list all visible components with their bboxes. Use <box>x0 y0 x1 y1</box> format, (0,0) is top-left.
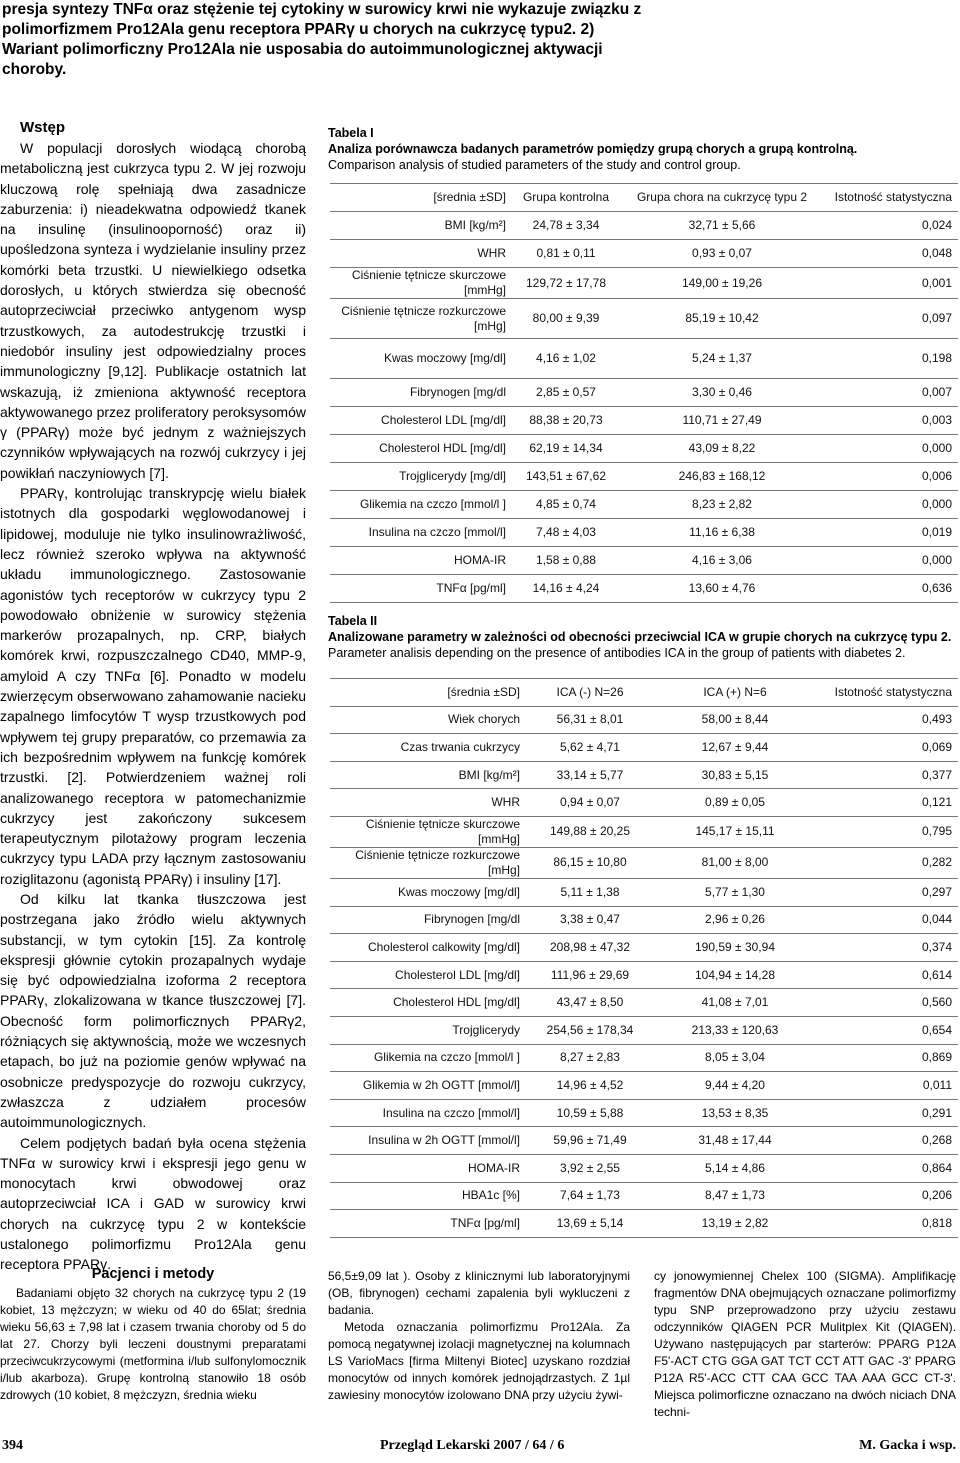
methods-column-2 <box>328 1268 630 1404</box>
table2-row <box>330 847 958 878</box>
table2-row <box>330 734 958 762</box>
table2-row <box>330 1210 958 1238</box>
table1-cell: 0,024 <box>822 212 958 240</box>
table2-cell: 5,14 ± 4,86 <box>656 1154 814 1182</box>
table2-row <box>330 1044 958 1072</box>
table1-cell: BMI [kg/m²] <box>330 212 510 240</box>
table1-cell: 5,24 ± 1,37 <box>622 339 822 379</box>
table1-cell: 85,19 ± 10,42 <box>622 299 822 339</box>
table1-cell: Glikemia na czczo [mmol/l ] <box>330 491 510 519</box>
table1-row <box>330 339 958 379</box>
table2-row <box>330 1072 958 1100</box>
table1-cell: 149,00 ± 19,26 <box>622 268 822 299</box>
table2-cell: Ciśnienie tętnicze skurczowe [mmHg] <box>330 816 524 847</box>
table2-row <box>330 989 958 1017</box>
table2-row <box>330 1182 958 1210</box>
table2-cell: 111,96 ± 29,69 <box>524 961 656 989</box>
table2-cell: Trojglicerydy <box>330 1016 524 1044</box>
table2-row <box>330 961 958 989</box>
table2-cell: Glikemia w 2h OGTT [mmol/l] <box>330 1072 524 1100</box>
table2-cell: 0,069 <box>814 734 958 762</box>
table1-cell: 8,23 ± 2,82 <box>622 491 822 519</box>
table1-cell: 246,83 ± 168,12 <box>622 463 822 491</box>
table2-caption <box>328 613 958 661</box>
table1-name: Tabela I <box>328 126 374 140</box>
table1-cell: 0,003 <box>822 407 958 435</box>
table1-cell: Fibrynogen [mg/dl <box>330 379 510 407</box>
table2-cell: Cholesterol LDL [mg/dl] <box>330 961 524 989</box>
table1-cell: 3,30 ± 0,46 <box>622 379 822 407</box>
table1-cell: 4,16 ± 3,06 <box>622 547 822 575</box>
table2-cell: 0,560 <box>814 989 958 1017</box>
table1-header-cell: Grupa kontrolna <box>510 184 622 212</box>
table2-cell: 3,38 ± 0,47 <box>524 906 656 934</box>
table2-cell: 86,15 ± 10,80 <box>524 847 656 878</box>
table2-cell: 13,69 ± 5,14 <box>524 1210 656 1238</box>
table1-row <box>330 299 958 339</box>
table2-cell: 213,33 ± 120,63 <box>656 1016 814 1044</box>
table1-cell: 0,000 <box>822 435 958 463</box>
table2-cell: Ciśnienie tętnicze rozkurczowe [mHg] <box>330 847 524 878</box>
table1-cell: WHR <box>330 240 510 268</box>
table1-cell: 4,85 ± 0,74 <box>510 491 622 519</box>
table2-title-en: Parameter analisis depending on the presence of antibodies ICA in the group of patients with diabetes 2. <box>328 646 906 660</box>
table2-cell: 0,493 <box>814 706 958 734</box>
table2-cell: Czas trwania cukrzycy <box>330 734 524 762</box>
table1-cell: Ciśnienie tętnicze skurczowe [mmHg] <box>330 268 510 299</box>
table1-row <box>330 379 958 407</box>
table1-cell: 0,93 ± 0,07 <box>622 240 822 268</box>
table1-cell: 0,000 <box>822 491 958 519</box>
table2-cell: 0,011 <box>814 1072 958 1100</box>
table1-row <box>330 519 958 547</box>
table2-name: Tabela II <box>328 614 378 628</box>
table2-cell: HBA1c [%] <box>330 1182 524 1210</box>
table2-cell: TNFα [pg/ml] <box>330 1210 524 1238</box>
table2-cell: 254,56 ± 178,34 <box>524 1016 656 1044</box>
table2-cell: Wiek chorych <box>330 706 524 734</box>
col2-paragraph-2: Metoda oznaczania polimorfizmu Pro12Ala. Za pomocą negatywnej izolacji magnetycznej na kolumnach LS VarioMacs [firma Miltenyi Biotec] uzyskano rozdział monocytów od innych komórek jednojądrzastych. Z 1µl zawiesiny monocytów izolowano DNA przy użyciu żywi- <box>328 1320 630 1402</box>
table2-cell: 208,98 ± 47,32 <box>524 934 656 962</box>
table2-cell: 0,864 <box>814 1154 958 1182</box>
table1-row <box>330 575 958 603</box>
table1-row <box>330 547 958 575</box>
intro-paragraph-2: PPARγ, kontrolując transkrypcję wielu białek istotnych dla gospodarki węglowodanowej i lipidowej, moduluje nie tylko insulinowrażliwość, lecz również szeroko wpływa na aktywność układu immunologicznego. Zastosowanie agonistów tych receptorów w cukrzycy typu 2 powodowało obniżenie w surowicy stężenia markerów prozapalnych, np. CRP, białych komórek krwi, rozpuszczalnego CD40, MMP-9, amyloid A czy TNFα [6]. Ponadto w modelu zwierzęcym obserwowano zahamowanie nacieku zapalnego limfocytów T wysp trzustkowych pod wpływem tej grupy preparatów, co przemawia za ich bezpośrednim wpływem na funkcję komórek trzustki. [2]. Potwierdzeniem ważnej roli analizowanego receptora w patomechanizmie cukrzycy jest zakończony sukcesem terapeutycznym pilotażowy program leczenia cukrzycy typu LADA przy łącznym zastosowaniu roziglitazonu (agonistą PPARγ) i insuliny [17]. <box>0 485 306 887</box>
intro-paragraph-4: Celem podjętych badań była ocena stężenia TNFα w surowicy krwi i ekspresji jego genu w monocytach krwi obwodowej oraz autoprzeciwciał ICA i GAD w surowicy krwi chorych na cukrzycę typu 2 w kontekście ustalonego polimorfizmu Pro12Ala genu receptora PPARγ. <box>0 1134 306 1273</box>
table1-cell: TNFα [pg/ml] <box>330 575 510 603</box>
table2-cell: 0,795 <box>814 816 958 847</box>
table2-cell: 2,96 ± 0,26 <box>656 906 814 934</box>
page-number: 394 <box>2 1438 23 1453</box>
table1-header-row <box>330 184 958 212</box>
intro-section <box>0 118 306 1275</box>
table2-cell: 14,96 ± 4,52 <box>524 1072 656 1100</box>
table1-cell: 110,71 ± 27,49 <box>622 407 822 435</box>
table1-cell: 0,007 <box>822 379 958 407</box>
table1-cell: 32,71 ± 5,66 <box>622 212 822 240</box>
table1-row <box>330 240 958 268</box>
table2-cell: 0,206 <box>814 1182 958 1210</box>
table2-row <box>330 934 958 962</box>
table2-cell: 43,47 ± 8,50 <box>524 989 656 1017</box>
table2-cell: Kwas moczowy [mg/dl] <box>330 878 524 906</box>
table1-cell: 11,16 ± 6,38 <box>622 519 822 547</box>
author-line: M. Gacka i wsp. <box>859 1438 956 1453</box>
table2-cell: Fibrynogen [mg/dl <box>330 906 524 934</box>
methods-heading: Pacjenci i metody <box>91 1266 215 1282</box>
table1-row <box>330 212 958 240</box>
methods-section <box>0 1264 306 1404</box>
table1-cell: 80,00 ± 9,39 <box>510 299 622 339</box>
table2-row <box>330 906 958 934</box>
table2-cell: 9,44 ± 4,20 <box>656 1072 814 1100</box>
table2-row <box>330 816 958 847</box>
table1-cell: 7,48 ± 4,03 <box>510 519 622 547</box>
table2-cell: 0,89 ± 0,05 <box>656 789 814 817</box>
table2-cell: 58,00 ± 8,44 <box>656 706 814 734</box>
table1-row <box>330 463 958 491</box>
intro-paragraph-1: W populacji dorosłych wiodącą chorobą metaboliczną jest cukrzyca typu 2. W jej rozwoju kluczową rolę spełniają dwa zasadnicze zaburzenia: i) nieadekwatna odpowiedź tkanek na insulinę (insulinooporność) oraz ii) upośledzona synteza i wydzielanie insuliny przez komórki beta trzustki. U niewielkiego odsetka dorosłych, u których stwierdza się obecność autoprzeciwciał przeciwko antygenom wysp trzustkowych, za autodestrukcję trzustki i niedobór insuliny jest odpowiedzialny proces immunologiczny [9,12]. Publikacje ostatnich lat wskazują, iż zmieniona aktywność receptora aktywowanego przez proliferatory peroksysomów γ (PPARγ) może być jednym z ważniejszych czynników wpływających na rozwój cukrzycy i jej powikłań naczyniowych [7]. <box>0 140 306 481</box>
table2-cell: WHR <box>330 789 524 817</box>
table1-cell: Kwas moczowy [mg/dl] <box>330 339 510 379</box>
table2-cell: 59,96 ± 71,49 <box>524 1127 656 1155</box>
table2-cell: 10,59 ± 5,88 <box>524 1099 656 1127</box>
table2-cell: 5,62 ± 4,71 <box>524 734 656 762</box>
table1-cell: Insulina na czczo [mmol/l] <box>330 519 510 547</box>
table2-cell: 0,614 <box>814 961 958 989</box>
table2-cell: 0,654 <box>814 1016 958 1044</box>
table2-cell: 7,64 ± 1,73 <box>524 1182 656 1210</box>
table2-cell: 0,94 ± 0,07 <box>524 789 656 817</box>
table1-cell: Cholesterol HDL [mg/dl] <box>330 435 510 463</box>
table1-header-cell: [średnia ±SD] <box>330 184 510 212</box>
journal-name: Przegląd Lekarski 2007 / 64 / 6 <box>380 1438 565 1453</box>
table1-cell: 0,198 <box>822 339 958 379</box>
col2-paragraph-1: 56,5±9,09 lat ). Osoby z klinicznymi lub laboratoryjnymi (OB, fibrynogen) cechami zapalenia byli wykluczeni z badania. <box>328 1269 630 1317</box>
table1-cell: 4,16 ± 1,02 <box>510 339 622 379</box>
table2-cell: HOMA-IR <box>330 1154 524 1182</box>
table1-row <box>330 491 958 519</box>
table2-cell: 41,08 ± 7,01 <box>656 989 814 1017</box>
table2-cell: Cholesterol calkowity [mg/dl] <box>330 934 524 962</box>
methods-paragraph: Badaniami objęto 32 chorych na cukrzycę typu 2 (19 kobiet, 13 mężczyzn; w wieku od 40 do 65lat; średnia wieku 56,63 ± 7,98 lat i czasem trwania choroby od 5 do lat 27. Chorzy byli leczeni doustnymi preparatami przeciwcukrzycowymi (metformina i/lub sulfonylomocznik i/lub akarboza). Grupę kontrolną stanowiło 18 osób zdrowych (10 kobiet, 8 mężczyzn, średnia wieku <box>0 1286 306 1402</box>
table2-header-cell: ICA (-) N=26 <box>524 679 656 707</box>
table1-body <box>330 184 958 603</box>
table2-row <box>330 761 958 789</box>
intro-paragraph-3: Od kilku lat tkanka tłuszczowa jest postrzegana jako źródło wielu aktywnych substancji, w tym cytokin [15]. Za kontrolę ekspresji głównie cytokin prozapalnych wydaje się być odpowiedzialna izoforma 2 receptora PPARγ, zlokalizowana w tkance tłuszczowej [7]. Obecność form polimorficznych PPARγ2, różniących się aktywnością, może we wczesnych etapach, bo już na poziomie genów wpływać na osobnicze predyspozycje do rozwoju cukrzycy, zwłaszcza z udziałem procesów autoimmunologicznych. <box>0 890 306 1131</box>
table1-cell: Cholesterol LDL [mg/dl] <box>330 407 510 435</box>
table2-row <box>330 1127 958 1155</box>
table1-row <box>330 435 958 463</box>
table1-title-pl: Analiza porównawcza badanych parametrów pomiędzy grupą chorych a grupą kontrolną. <box>328 142 858 156</box>
top-paragraph: presja syntezy TNFα oraz stężenie tej cytokiny w surowicy krwi nie wykazuje związku z polimorfizmem Pro12Ala genu receptora PPARγ u chorych na cukrzycę typu2. 2) Wariant polimorficzny Pro12Ala nie usposabia do autoimmunologicznej aktywacji choroby. <box>2 1 642 78</box>
table1-cell: HOMA-IR <box>330 547 510 575</box>
table1 <box>330 183 958 603</box>
table2-cell: 104,94 ± 14,28 <box>656 961 814 989</box>
table2-cell: Cholesterol HDL [mg/dl] <box>330 989 524 1017</box>
methods-column-3 <box>654 1268 956 1421</box>
table2-body <box>330 679 958 1238</box>
table1-cell: 0,81 ± 0,11 <box>510 240 622 268</box>
table1-header-cell: Grupa chora na cukrzycę typu 2 <box>622 184 822 212</box>
table1-cell: 0,048 <box>822 240 958 268</box>
table1-cell: 2,85 ± 0,57 <box>510 379 622 407</box>
table2-cell: 0,044 <box>814 906 958 934</box>
table1-cell: 62,19 ± 14,34 <box>510 435 622 463</box>
table1-cell: 0,019 <box>822 519 958 547</box>
table2-cell: 8,47 ± 1,73 <box>656 1182 814 1210</box>
table1-cell: 14,16 ± 4,24 <box>510 575 622 603</box>
table2-cell: 30,83 ± 5,15 <box>656 761 814 789</box>
table2-cell: 0,869 <box>814 1044 958 1072</box>
table2-header-cell: ICA (+) N=6 <box>656 679 814 707</box>
table1-cell: 88,38 ± 20,73 <box>510 407 622 435</box>
table2-cell: 0,818 <box>814 1210 958 1238</box>
table1-cell: 24,78 ± 3,34 <box>510 212 622 240</box>
table1-cell: 0,000 <box>822 547 958 575</box>
table2-cell: 0,268 <box>814 1127 958 1155</box>
table2-cell: 5,77 ± 1,30 <box>656 878 814 906</box>
table2-cell: 0,374 <box>814 934 958 962</box>
table1-cell: 0,006 <box>822 463 958 491</box>
table1-title-en: Comparison analysis of studied parameters of the study and control group. <box>328 158 741 172</box>
table2-cell: 13,19 ± 2,82 <box>656 1210 814 1238</box>
table2-cell: 0,291 <box>814 1099 958 1127</box>
table1-cell: 0,636 <box>822 575 958 603</box>
table2-cell: 13,53 ± 8,35 <box>656 1099 814 1127</box>
table2-row <box>330 789 958 817</box>
table2-cell: 8,27 ± 2,83 <box>524 1044 656 1072</box>
table2-header-row <box>330 679 958 707</box>
intro-heading: Wstęp <box>20 119 65 136</box>
table2-cell: 3,92 ± 2,55 <box>524 1154 656 1182</box>
table2-cell: 190,59 ± 30,94 <box>656 934 814 962</box>
table1-caption <box>328 125 958 173</box>
table2-cell: 12,67 ± 9,44 <box>656 734 814 762</box>
table2-title-pl: Analizowane parametry w zależności od obecności przeciwcial ICA w grupie chorych na cukrzycę typu 2. <box>328 630 952 644</box>
table2-cell: 0,377 <box>814 761 958 789</box>
table2-cell: 8,05 ± 3,04 <box>656 1044 814 1072</box>
table2-cell: Insulina w 2h OGTT [mmol/l] <box>330 1127 524 1155</box>
table1-row <box>330 407 958 435</box>
table2-row <box>330 1016 958 1044</box>
table2-cell: 0,121 <box>814 789 958 817</box>
table1-cell: 13,60 ± 4,76 <box>622 575 822 603</box>
table2-cell: BMI [kg/m²] <box>330 761 524 789</box>
table2-row <box>330 1154 958 1182</box>
table2-header-cell: Istotność statystyczna <box>814 679 958 707</box>
table1-cell: Ciśnienie tętnicze rozkurczowe [mHg] <box>330 299 510 339</box>
table2-cell: 31,48 ± 17,44 <box>656 1127 814 1155</box>
table1-cell: 143,51 ± 67,62 <box>510 463 622 491</box>
table2-cell: 33,14 ± 5,77 <box>524 761 656 789</box>
table2-cell: Insulina na czczo [mmol/l] <box>330 1099 524 1127</box>
table1-cell: 43,09 ± 8,22 <box>622 435 822 463</box>
table1-row <box>330 268 958 299</box>
table2-header-cell: [średnia ±SD] <box>330 679 524 707</box>
table2-cell: 81,00 ± 8,00 <box>656 847 814 878</box>
table2-cell: 0,282 <box>814 847 958 878</box>
table2-row <box>330 706 958 734</box>
table1-cell: 129,72 ± 17,78 <box>510 268 622 299</box>
table1-cell: 0,097 <box>822 299 958 339</box>
table1-header-cell: Istotność statystyczna <box>822 184 958 212</box>
table2-cell: Glikemia na czczo [mmol/l ] <box>330 1044 524 1072</box>
table2 <box>330 678 958 1238</box>
table2-row <box>330 1099 958 1127</box>
table1-cell: 0,001 <box>822 268 958 299</box>
table1-cell: 1,58 ± 0,88 <box>510 547 622 575</box>
table1-cell: Trojglicerydy [mg/dl] <box>330 463 510 491</box>
col3-paragraph-1: cy jonowymiennej Chelex 100 (SIGMA). Amplifikację fragmentów DNA obejmujących oznaczane polimorfizmy typu SNP przeprowadzono przy użyciu zestawu odczynników QIAGEN PCR Mulitplex Kit (QIAGEN). Używano następujących par starterów: PPARG P12A F5'-ACT CTG GGA GAT TCT CCT ATT GAC -3' PPARG P12A R5'-ACC CTT CAA GCC TAA AAA GCC CT-3'. Miejsca polimorficzne oznaczano na dwóch niciach DNA techni- <box>654 1269 956 1419</box>
table2-cell: 5,11 ± 1,38 <box>524 878 656 906</box>
table2-cell: 0,297 <box>814 878 958 906</box>
table2-row <box>330 878 958 906</box>
table2-cell: 145,17 ± 15,11 <box>656 816 814 847</box>
table2-cell: 149,88 ± 20,25 <box>524 816 656 847</box>
page-footer <box>0 1438 960 1460</box>
table2-cell: 56,31 ± 8,01 <box>524 706 656 734</box>
